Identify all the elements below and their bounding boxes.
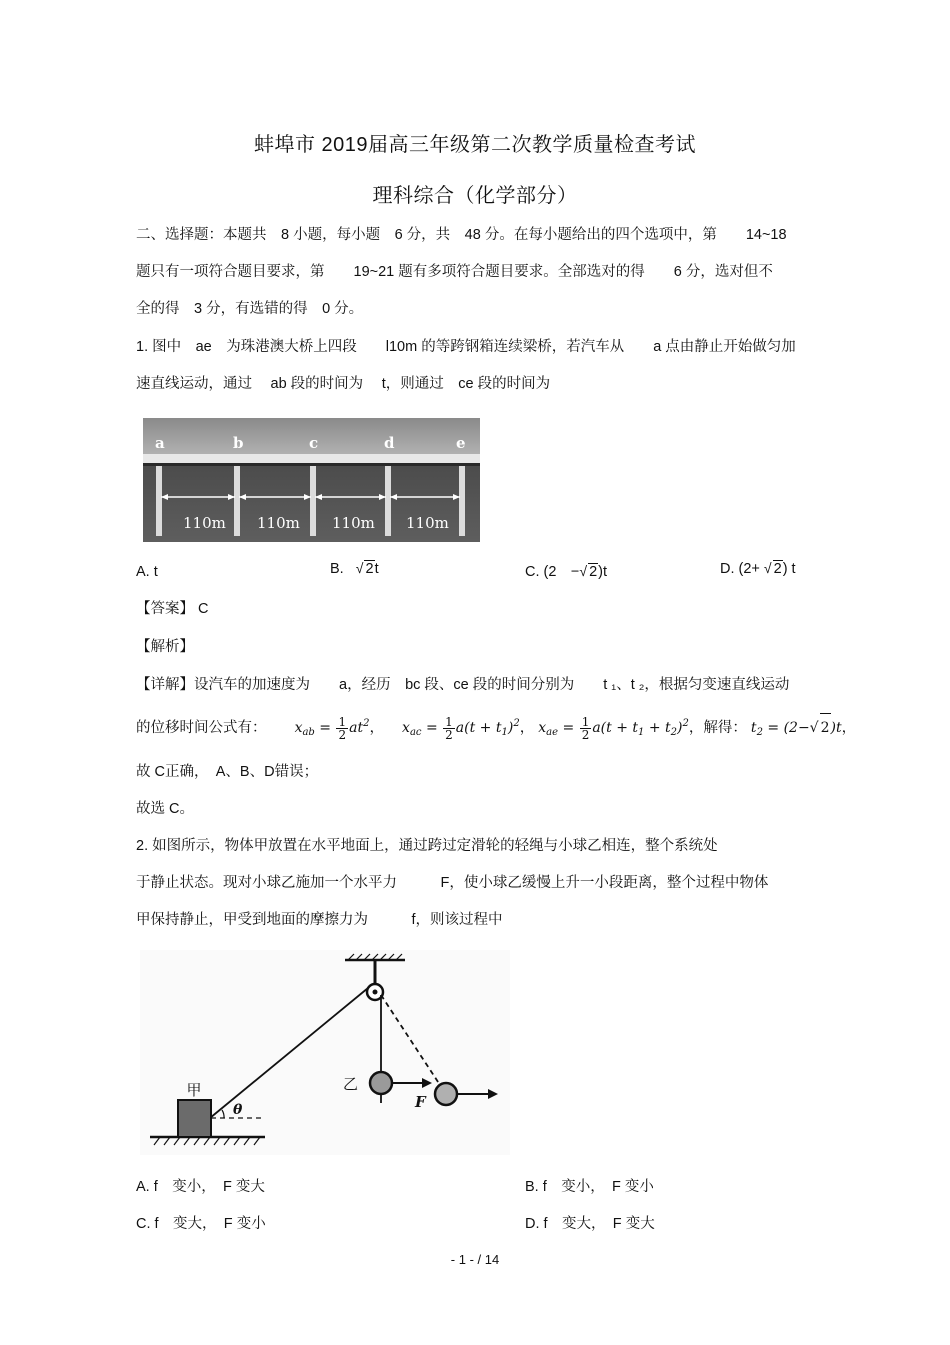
point-label-a: a <box>155 434 165 452</box>
q1-analysis-heading: 【解析】 <box>136 639 194 655</box>
q1-option-d: D. (2+ √ 2) t <box>720 560 796 577</box>
point-label-c: c <box>309 434 319 452</box>
q1-option-c-suffix: )t <box>598 564 608 580</box>
q1-formula-line: 的位移时间公式有： $x_{ab}$ = $\frac{1}{2}$ $at^2$， $x_{ac}$ = $\frac{1}{2}$ $a(t + t_1)^2$， $x_{ae}$ = $\frac{1}{2}$ $a(t + t_1 + t_2)^2$，解得： $t_2 = (2-√$ 2)t， <box>136 714 857 742</box>
q2-option-d: D. f 变大， F 变大 <box>525 1216 655 1232</box>
formula-xae: $x_{ae}$ = $\frac{1}{2}$ $a(t + t_1 + t_2)^2$ <box>538 714 689 742</box>
page-number: - 1 - / 14 <box>450 1252 500 1267</box>
q1-option-c-radicand: 2 <box>589 564 598 580</box>
q2-option-b: B. f 变小， F 变小 <box>525 1179 654 1195</box>
q2-stem-line-3: 甲保持静止，甲受到地面的摩擦力为 f，则该过程中 <box>136 912 503 928</box>
q1-answer: 【答案】 C <box>136 601 209 617</box>
block-label: 甲 <box>186 1081 202 1099</box>
block-jia <box>178 1100 211 1137</box>
force-label: F <box>415 1093 426 1111</box>
formula-xac: $x_{ac}$ = $\frac{1}{2}$ $a(t + t_1)^2$ <box>402 714 520 742</box>
page-subtitle: 理科综合（化学部分） <box>372 185 578 207</box>
q1-choose: 故选 C。 <box>136 801 194 817</box>
q1-option-d-suffix: ) t <box>782 561 796 577</box>
page-title: 蚌埠市 2019届高三年级第二次教学质量检查考试 <box>253 134 697 156</box>
q1-conclusion: 故 C正确， A、B、D错误； <box>136 764 319 780</box>
span-label-bc: 110m <box>257 514 300 532</box>
q1-stem-line-1: 1. 图中 ae 为珠港澳大桥上四段 l10m 的等跨钢箱连续梁桥，若汽车从 a 点由静止开始做匀加 <box>136 339 796 355</box>
formula-t2: $t_2 = (2-√$ 2)t <box>751 720 842 736</box>
q1-option-a: A. t <box>136 564 158 580</box>
point-label-d: d <box>384 434 395 452</box>
intro-line-3: 全的得 3 分，有选错的得 0 分。 <box>136 301 364 317</box>
q2-stem-line-1: 2. 如图所示，物体甲放置在水平地面上，通过跨过定滑轮的轻绳与小球乙相连，整个系统处 <box>136 838 718 854</box>
point-label-b: b <box>233 434 244 452</box>
span-label-de: 110m <box>406 514 449 532</box>
q1-option-d-prefix: D. (2+ <box>720 561 760 577</box>
pulley-figure <box>140 950 510 1155</box>
q1-solve-label: ，解得： <box>688 720 747 736</box>
q1-formula-prefix: 的位移时间公式有： <box>136 720 267 736</box>
q1-option-b-suffix: t <box>374 561 379 577</box>
q1-option-b-radicand: 2 <box>365 561 374 577</box>
q1-stem-line-2: 速直线运动，通过 ab 段的时间为 t，则通过 ce 段的时间为 <box>136 376 551 392</box>
q1-option-c: C. (2 −√ 2)t <box>525 563 608 580</box>
ball-yi <box>370 1072 392 1094</box>
q2-stem-line-2: 于静止状态。现对小球乙施加一个水平力 F，使小球乙缓慢上升一小段距离，整个过程中物体 <box>136 875 769 891</box>
bridge-deck <box>143 454 480 463</box>
q1-option-b: B. √ 2t <box>330 560 379 577</box>
bridge-deck-shadow <box>143 463 480 466</box>
pulley-axle <box>373 990 378 995</box>
intro-line-1: 二、选择题：本题共 8 小题，每小题 6 分，共 48 分。在每小题给出的四个选项中，第 14~18 <box>136 227 787 243</box>
span-label-cd: 110m <box>332 514 375 532</box>
q1-detail-line: 【详解】设汽车的加速度为 a，经历 bc 段、ce 段的时间分别为 t ₁、t ₂，根据匀变速直线运动 <box>136 677 790 693</box>
q1-option-b-prefix: B. <box>330 561 344 577</box>
ball-moved <box>435 1083 457 1105</box>
q1-option-c-prefix: C. (2 − <box>525 564 580 580</box>
q1-option-d-radicand: 2 <box>773 561 782 577</box>
q2-option-c: C. f 变大， F 变小 <box>136 1216 266 1232</box>
angle-label: θ <box>233 1102 243 1118</box>
intro-line-2: 题只有一项符合题目要求，第 19~21 题有多项符合题目要求。全部选对的得 6 分，选对但不 <box>136 264 773 280</box>
q2-option-a: A. f 变小， F 变大 <box>136 1179 265 1195</box>
bridge-figure <box>143 418 480 542</box>
point-label-e: e <box>456 434 466 452</box>
formula-xab: $x_{ab}$ = $\frac{1}{2}$ $at^2$ <box>294 714 370 742</box>
ball-label: 乙 <box>342 1075 358 1093</box>
span-label-ab: 110m <box>183 514 226 532</box>
